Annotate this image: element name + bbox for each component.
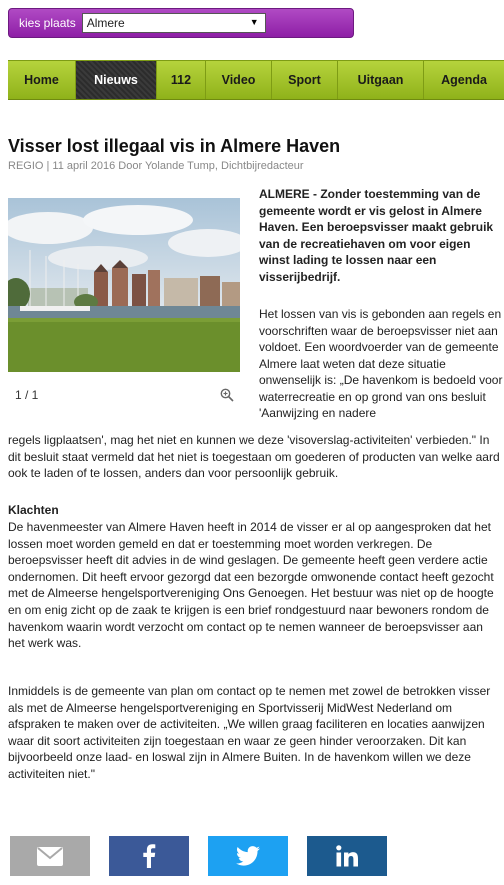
place-select[interactable] [82, 13, 266, 33]
caret-down-icon: ▼ [249, 17, 259, 27]
facebook-icon [142, 844, 156, 868]
nav-home[interactable] [8, 61, 76, 99]
harbor-photo [8, 198, 240, 372]
nav-label: Home [24, 73, 59, 87]
nav-label: Nieuws [94, 73, 138, 87]
article-subheading: Klachten [8, 503, 59, 517]
nav-label: Video [221, 73, 256, 87]
nav-video[interactable] [206, 61, 272, 99]
article-paragraph-2: De havenmeester van Almere Haven heeft in 2014 de visser er al op aangesproken dat het lossen moet worden gemeld en dat er toestemming moet worden verkregen. De beroepsvisser heeft dit advies in de wind geslagen. De gemeente heeft geen verdere actie ondernomen. Dit heeft ervoor gezorgd dat een bezorgde omwonende contact heeft gezocht met de Almeerse hengelsportvereniging Ons Genoegen. Het bestuur was niet op de hoogte en om enig zicht op de zaak te krijgen is een brief rondgestuurd naar bewoners rondom de havenkom waarin wordt verzocht om contact op te nemen wanneer de beroepsvisser aan het werk was. [8, 520, 494, 651]
nav-sport[interactable] [272, 61, 338, 99]
main-nav [8, 60, 504, 100]
place-picker [8, 8, 354, 38]
nav-nieuws[interactable] [76, 61, 157, 99]
photo-counter: 1 / 1 [15, 388, 39, 402]
nav-label: Sport [288, 73, 321, 87]
share-mail-button[interactable] [10, 836, 90, 876]
nav-112[interactable] [157, 61, 206, 99]
article-photo[interactable] [8, 198, 240, 372]
zoom-icon[interactable] [220, 388, 234, 402]
share-linkedin-button[interactable] [307, 836, 387, 876]
share-twitter-button[interactable] [208, 836, 288, 876]
linkedin-icon [336, 845, 358, 867]
nav-label: 112 [170, 73, 192, 87]
place-selected-value: Almere [86, 16, 125, 30]
twitter-icon [236, 846, 260, 866]
article-meta: REGIO | 11 april 2016 Door Yolande Tump, Dichtbijredacteur [8, 160, 304, 172]
nav-uitgaan[interactable] [338, 61, 424, 99]
nav-label: Agenda [441, 73, 487, 87]
place-label: kies plaats [19, 16, 76, 30]
article-paragraph-1: Het lossen van vis is gebonden aan regels en voorschriften waar de beroepsvisser niet aan voldoet. Een woordvoerder van de gemeente Almere laat weten dat deze situatie onwenselijk is: „De havenkom is bedoeld voor waterrecreatie en op grond van ons besluit 'Aanwijzing en nadere [259, 307, 503, 420]
mail-icon [37, 847, 63, 866]
share-facebook-button[interactable] [109, 836, 189, 876]
nav-label: Uitgaan [357, 73, 404, 87]
article-paragraph-1-continued: regels ligplaatsen', mag het niet en kunnen we deze 'visoverslag-activiteiten' verbieden." In dit besluit staat vermeld dat het niet is toegestaan om goederen of producten van welke aard ook te laden of te lossen, anders dan voor persoonlijk gebruik. [8, 433, 500, 480]
share-buttons [10, 836, 387, 876]
article-title: Visser lost illegaal vis in Almere Haven [8, 136, 341, 156]
article-paragraph-3: Inmiddels is de gemeente van plan om contact op te nemen met zowel de betrokken visser als met de Almeerse hengelsportvereniging en Sportvisserij MidWest Nederland om afspraken te maken over de activiteiten. „We willen graag faciliteren en locaties aanwijzen waar dit soort activiteiten zijn toegestaan en waar ze geen hinder veroorzaken. Dit kan bijvoorbeeld onze laad- en loswal zijn in Almere Buiten. In de havenkom willen we deze activiteiten niet." [8, 684, 491, 781]
nav-agenda[interactable] [424, 61, 504, 99]
article-lead: ALMERE - Zonder toestemming van de gemeente wordt er vis gelost in Almere Haven. Een beroepsvisser maakt gebruik van de recreatiehaven om voor eigen winst lading te lossen naar een visserijbedrijf. [259, 187, 494, 284]
